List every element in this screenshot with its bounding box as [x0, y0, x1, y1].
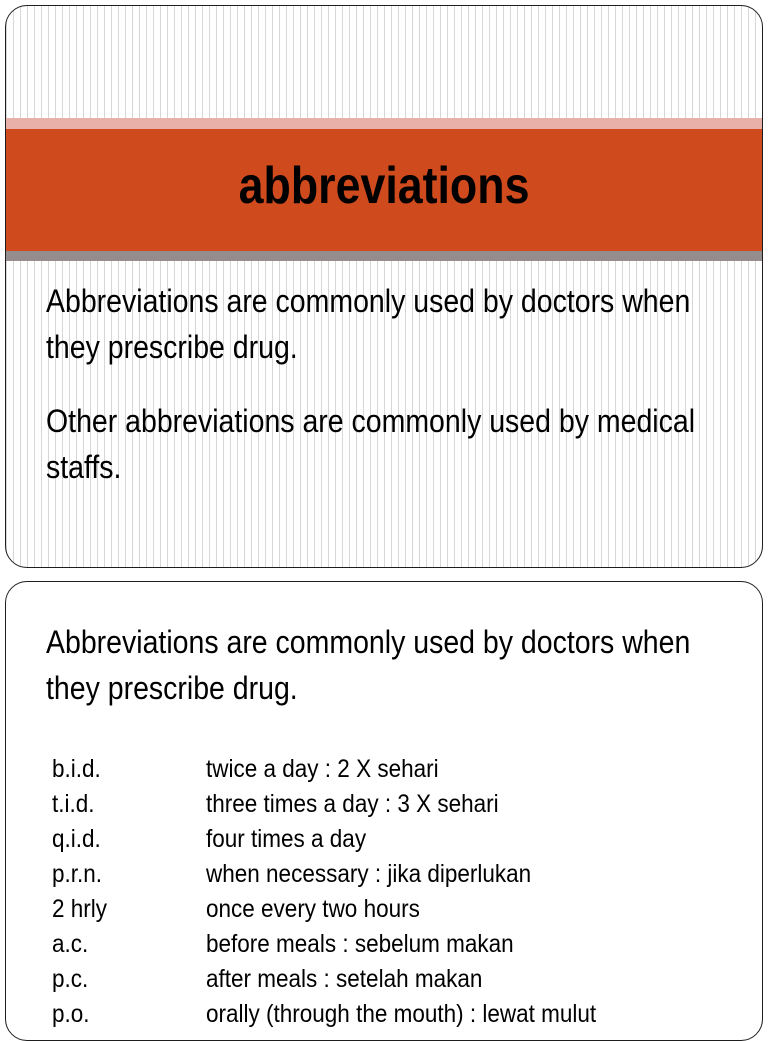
abbreviation-meaning: before meals : sebelum makan [206, 930, 514, 958]
abbreviation-code: 2 hrly [52, 895, 108, 923]
abbreviation-code: b.i.d. [52, 755, 101, 783]
abbreviation-code: t.i.d. [52, 790, 95, 818]
table-row [52, 787, 640, 822]
abbreviation-code: a.c. [52, 930, 89, 958]
abbreviation-table [52, 752, 640, 1032]
slide-2 [5, 581, 763, 1041]
slide-1 [5, 5, 763, 568]
abbreviation-meaning: after meals : setelah makan [206, 965, 483, 993]
abbreviation-code: q.i.d. [52, 825, 101, 853]
table-row [52, 822, 640, 857]
slide-2-intro: Abbreviations are commonly used by doctors when they prescribe drug. [46, 624, 691, 706]
table-row [52, 857, 640, 892]
abbreviation-code: p.o. [52, 1000, 90, 1028]
table-row [52, 927, 640, 962]
table-row [52, 962, 640, 997]
table-row [52, 752, 640, 787]
paragraph-doctors: Abbreviations are commonly used by doctors when they prescribe drug. [46, 283, 691, 365]
abbreviation-meaning: once every two hours [206, 895, 420, 923]
title-band [6, 129, 762, 251]
slide-title: abbreviations [238, 157, 530, 215]
paragraph-medical-staffs: Other abbreviations are commonly used by medical staffs. [46, 403, 696, 485]
abbreviation-meaning: twice a day : 2 X sehari [206, 755, 439, 783]
title-bottom-stripe [6, 251, 762, 261]
table-row [52, 892, 640, 927]
table-row [52, 997, 640, 1032]
abbreviation-meaning: three times a day : 3 X sehari [206, 790, 499, 818]
abbreviation-meaning: orally (through the mouth) : lewat mulut [206, 1000, 597, 1028]
abbreviation-code: p.r.n. [52, 860, 103, 888]
abbreviation-code: p.c. [52, 965, 89, 993]
abbreviation-meaning: when necessary : jika diperlukan [206, 860, 532, 888]
abbreviation-meaning: four times a day [206, 825, 367, 853]
title-top-stripe [6, 118, 762, 129]
